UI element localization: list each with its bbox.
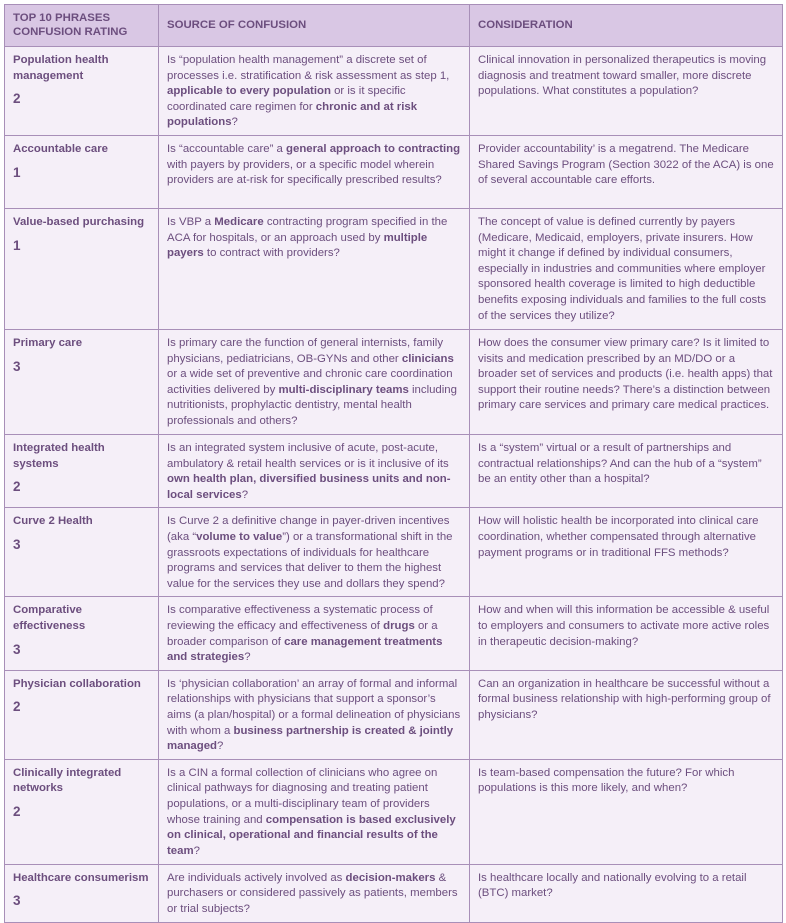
source-emphasis: drugs xyxy=(383,619,415,632)
source-text: with payers by providers, or a specific model wherein providers are at-risk for specifically prescribed results? xyxy=(167,158,442,187)
confusion-rating: 2 xyxy=(13,91,21,107)
confusion-rating: 3 xyxy=(13,641,21,657)
header-phrases-label: TOP 10 PHRASES xyxy=(13,12,111,24)
source-emphasis: own health plan, diversified business units and non-local services xyxy=(167,473,451,501)
consideration-cell: Provider accountability’ is a megatrend. The Medicare Shared Savings Program (Section 3022 of the ACA) is one of several accountable care efforts. xyxy=(470,136,783,209)
phrase-cell xyxy=(5,508,159,597)
phrase-name: Clinically integrated networks xyxy=(13,766,122,795)
header-source: SOURCE OF CONFUSION xyxy=(159,5,470,47)
phrase-cell xyxy=(5,864,159,922)
consideration-cell: Clinical innovation in personalized therapeutics is moving diagnosis and treatment toward smaller, more discrete populations. What constitutes a population? xyxy=(470,47,783,136)
phrase-cell xyxy=(5,136,159,209)
source-text: ? xyxy=(217,740,224,753)
confusion-rating: 1 xyxy=(13,164,21,180)
table-row xyxy=(5,597,783,670)
consideration-cell: Is healthcare locally and nationally evolving to a retail (BTC) market? xyxy=(470,864,783,922)
source-cell xyxy=(159,136,470,209)
confusion-rating: 3 xyxy=(13,536,21,552)
phrase-name: Primary care xyxy=(13,337,83,349)
header-consideration: CONSIDERATION xyxy=(470,5,783,47)
confusion-rating: 2 xyxy=(13,803,21,819)
source-cell xyxy=(159,435,470,508)
source-text: Is ‘physician collaboration’ an array of formal and informal relationships with physicians that support a sponsor’s aims (a plan/hospital) or a formal delineation of physicians with whom a xyxy=(167,677,461,737)
source-cell xyxy=(159,759,470,864)
consideration-cell: How will holistic health be incorporated into clinical care coordination, whether compensated through alternative payment programs or in traditional FFS methods? xyxy=(470,508,783,597)
phrase-name: Healthcare consumerism xyxy=(13,871,149,884)
source-text: to contract with providers? xyxy=(203,247,340,260)
source-emphasis: business partnership is created & jointly managed xyxy=(167,724,454,753)
source-emphasis: decision-makers xyxy=(345,871,436,884)
source-text: Is VBP a xyxy=(167,216,215,228)
table-row xyxy=(5,209,783,330)
source-emphasis: care management treatments and strategies xyxy=(167,635,443,664)
source-cell xyxy=(159,670,470,759)
consideration-cell: The concept of value is defined currently by payers (Medicare, Medicaid, employers, private insurers. How might it change if defined by individual consumers, especially in industries and communities where employer sponsored health coverage is limited to high deductible benefits exposing individuals and families to the full costs of the services they utilize? xyxy=(470,209,783,330)
source-text: ”) or a transformational shift in the grassroots expectations of individuals for healthcare programs and services that deliver to them the highest value for the services they use and dollars they spend? xyxy=(167,530,453,590)
source-text: including nutritionists, prophylactic dentistry, mental health professionals and others? xyxy=(167,383,457,427)
header-row xyxy=(5,5,783,47)
confusion-rating: 2 xyxy=(13,699,21,715)
phrase-cell xyxy=(5,670,159,759)
phrase-cell xyxy=(5,209,159,330)
source-emphasis: compensation is based exclusively on clinical, operational and financial results of the team xyxy=(167,813,456,857)
source-text: ? xyxy=(231,116,238,129)
source-cell xyxy=(159,508,470,597)
phrase-name: Comparative effectiveness xyxy=(13,604,86,632)
source-text: Is primary care the function of general internists, family physicians, pediatricians, OB-GYNs and other xyxy=(167,337,444,365)
phrase-cell xyxy=(5,47,159,136)
phrase-name: Accountable care xyxy=(13,143,108,155)
source-text: ? xyxy=(241,488,249,501)
confusion-rating: 3 xyxy=(13,358,21,374)
phrase-name: Curve 2 Health xyxy=(13,515,93,528)
phrase-name: Value-based purchasing xyxy=(13,216,145,228)
source-text: ? xyxy=(193,844,200,857)
source-cell xyxy=(159,209,470,330)
source-text: Is “accountable care” a xyxy=(167,143,287,155)
table-row xyxy=(5,47,783,136)
source-cell xyxy=(159,330,470,435)
consideration-cell: Is a “system” virtual or a result of partnerships and contractual relationships? And can the hub of a “system” be an entity other than a hospital? xyxy=(470,435,783,508)
table-row xyxy=(5,508,783,597)
source-text: & purchasers or considered passively as patients, members or trial subjects? xyxy=(167,871,458,915)
phrase-cell xyxy=(5,597,159,670)
confusion-rating: 1 xyxy=(13,237,21,253)
phrase-name: Integrated health systems xyxy=(13,442,105,470)
source-text: Is “population health management” a discrete set of processes i.e. stratification & risk assessment as step 1, xyxy=(167,54,450,82)
source-text: or a broader comparison of xyxy=(167,619,438,648)
source-emphasis: Medicare xyxy=(214,216,264,228)
source-emphasis: multi-disciplinary teams xyxy=(278,383,409,396)
table-row xyxy=(5,864,783,922)
source-text: ? xyxy=(244,651,251,664)
confusion-rating: 3 xyxy=(13,893,21,909)
source-emphasis: applicable to every population xyxy=(167,85,331,98)
phrase-cell xyxy=(5,759,159,864)
source-text: Is comparative effectiveness a systematic process of reviewing the efficacy and effectiveness of xyxy=(167,604,433,632)
source-emphasis: volume to value xyxy=(196,530,283,543)
phrase-name: Population health management xyxy=(13,54,109,82)
confusion-rating: 2 xyxy=(13,479,21,495)
consideration-cell: How and when will this information be accessible & useful to employers and consumers to activate more active roles in therapeutic decision-making? xyxy=(470,597,783,670)
source-text: Is a CIN a formal collection of clinicians who agree on clinical pathways for diagnosing and treating patient populations, or a multi-disciplinary team of providers whose training and xyxy=(167,766,438,826)
source-text: or a wide set of preventive and chronic care coordination activities delivered by xyxy=(167,368,453,396)
consideration-cell: Is team-based compensation the future? For which populations is this more likely, and when? xyxy=(470,759,783,864)
table-row xyxy=(5,670,783,759)
source-cell xyxy=(159,47,470,136)
table-row xyxy=(5,330,783,435)
source-text: contracting program specified in the ACA for hospitals, or an approach used by xyxy=(167,216,448,244)
phrase-cell xyxy=(5,330,159,435)
phrase-cell xyxy=(5,435,159,508)
source-emphasis: clinicians xyxy=(401,352,454,365)
source-text: Is an integrated system inclusive of acute, post-acute, ambulatory & retail health services or is it inclusive of its xyxy=(167,442,449,470)
phrase-name: Physician collaboration xyxy=(13,677,141,690)
header-phrase-rating xyxy=(5,5,159,47)
source-text: Are individuals actively involved as xyxy=(167,871,346,884)
source-cell xyxy=(159,597,470,670)
source-emphasis: multiple payers xyxy=(167,231,428,260)
phrases-table xyxy=(4,4,783,923)
table-row xyxy=(5,136,783,209)
header-rating-label: CONFUSION RATING xyxy=(13,25,128,38)
source-cell xyxy=(159,864,470,922)
consideration-cell: How does the consumer view primary care? Is it limited to visits and medication prescribed by an MD/DO or a broader set of services and products (i.e. health apps) that support their routine needs? There’s a distinction between primary care services and primary care medical practices. xyxy=(470,330,783,435)
source-emphasis: chronic and at risk populations xyxy=(167,100,418,129)
source-text: Is Curve 2 a definitive change in payer-driven incentives (aka “ xyxy=(167,515,450,543)
source-text: or is it specific coordinated care regimen for xyxy=(167,85,406,113)
table-row xyxy=(5,435,783,508)
consideration-cell: Can an organization in healthcare be successful without a formal business relationship with high-performing group of physicians? xyxy=(470,670,783,759)
table-row xyxy=(5,759,783,864)
source-emphasis: general approach to contracting xyxy=(286,143,461,155)
